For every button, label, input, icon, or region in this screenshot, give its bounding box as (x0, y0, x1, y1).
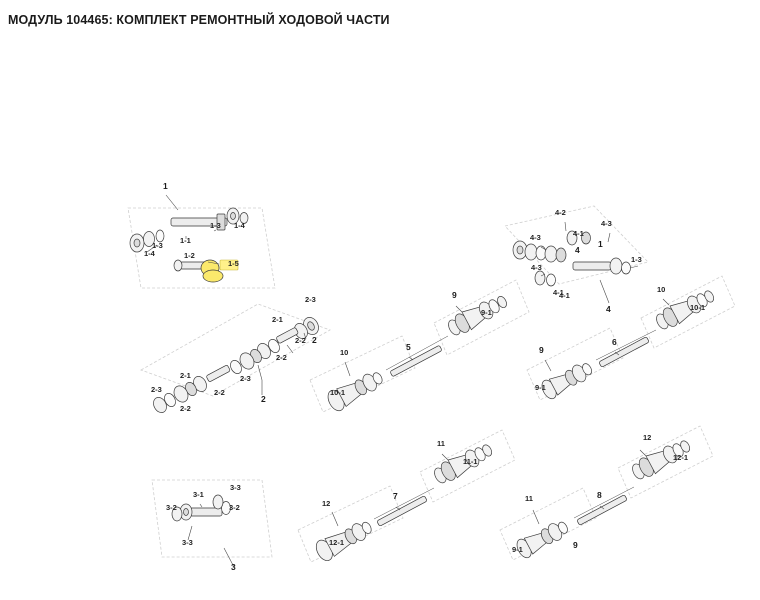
callout-label: 2-3 (305, 295, 316, 304)
callout-label: 11 (525, 494, 533, 503)
callout-label: 9-1 (481, 308, 492, 317)
callout-label: 2-1 (272, 315, 283, 324)
callout-label: 1 (598, 239, 603, 249)
callout-label: 2-2 (276, 353, 287, 362)
callout-label: 4 (575, 245, 580, 255)
callout-label: 1-3 (631, 255, 642, 264)
callout-label: 3 (231, 562, 236, 572)
callout-label: 6 (612, 337, 617, 347)
callout-label: 2-3 (151, 385, 162, 394)
callout-label: 1-1 (180, 236, 191, 245)
callout-label: 1-3 (210, 221, 221, 230)
callout-label: 1 (163, 181, 168, 191)
callout-label: 9 (539, 345, 544, 355)
callout-label: 11 (437, 439, 445, 448)
callout-label: 4-3 (601, 219, 612, 228)
callout-label: 10-1 (330, 388, 346, 397)
callout-label: 4-3 (530, 233, 541, 242)
callout-label: 3-3 (182, 538, 193, 547)
callout-label: 2-2 (180, 404, 191, 413)
callout-label: 9-1 (512, 545, 523, 554)
callout-label: 1-4 (144, 249, 155, 258)
callout-label: 3-1 (193, 490, 204, 499)
callout-label: 12-1 (673, 453, 689, 462)
callout-label: 2-2 (295, 336, 306, 345)
page-title: МОДУЛЬ 104465: КОМПЛЕКТ РЕМОНТНЫЙ ХОДОВОЙ ЧАСТИ (8, 13, 390, 27)
callout-label: 10 (340, 348, 349, 357)
callout-label: 2 (261, 394, 266, 404)
callout-label: 9 (452, 290, 457, 300)
callout-label: 4-1 (559, 291, 570, 300)
callout-label: 12-1 (329, 538, 345, 547)
callout-label: 2-3 (240, 374, 251, 383)
callout-label: 4-1 (553, 288, 564, 297)
callout-label: 9-1 (535, 383, 546, 392)
group-2 (141, 304, 330, 415)
group-1 (128, 195, 275, 288)
callout-label: 9 (573, 540, 578, 550)
callout-label: 2-1 (180, 371, 191, 380)
group-3 (152, 480, 272, 567)
callout-label: 3-2 (229, 503, 240, 512)
callout-label: 3-3 (230, 483, 241, 492)
callout-label: 11-1 (463, 457, 478, 466)
callout-label: 4-3 (531, 263, 542, 272)
callout-label-highlighted: 1-5 (228, 259, 239, 268)
callout-label: 1-3 (152, 241, 163, 250)
callout-label: 12 (322, 499, 331, 508)
callout-label: 4-1 (573, 229, 584, 238)
callout-label: 3-2 (166, 503, 177, 512)
callout-label: 2-2 (214, 388, 225, 397)
parts-exploded-diagram (0, 40, 760, 600)
callout-label: 4 (606, 304, 611, 314)
callout-label: 2 (312, 335, 317, 345)
callout-label: 7 (393, 491, 398, 501)
callout-label: 1-4 (234, 221, 245, 230)
callout-label: 5 (406, 342, 411, 352)
callout-label: 1-2 (184, 251, 195, 260)
callout-label: 8 (597, 490, 602, 500)
callout-label: 4-2 (555, 208, 566, 217)
callout-label: 10 (657, 285, 666, 294)
callout-label: 10-1 (690, 303, 706, 312)
callout-label: 12 (643, 433, 652, 442)
